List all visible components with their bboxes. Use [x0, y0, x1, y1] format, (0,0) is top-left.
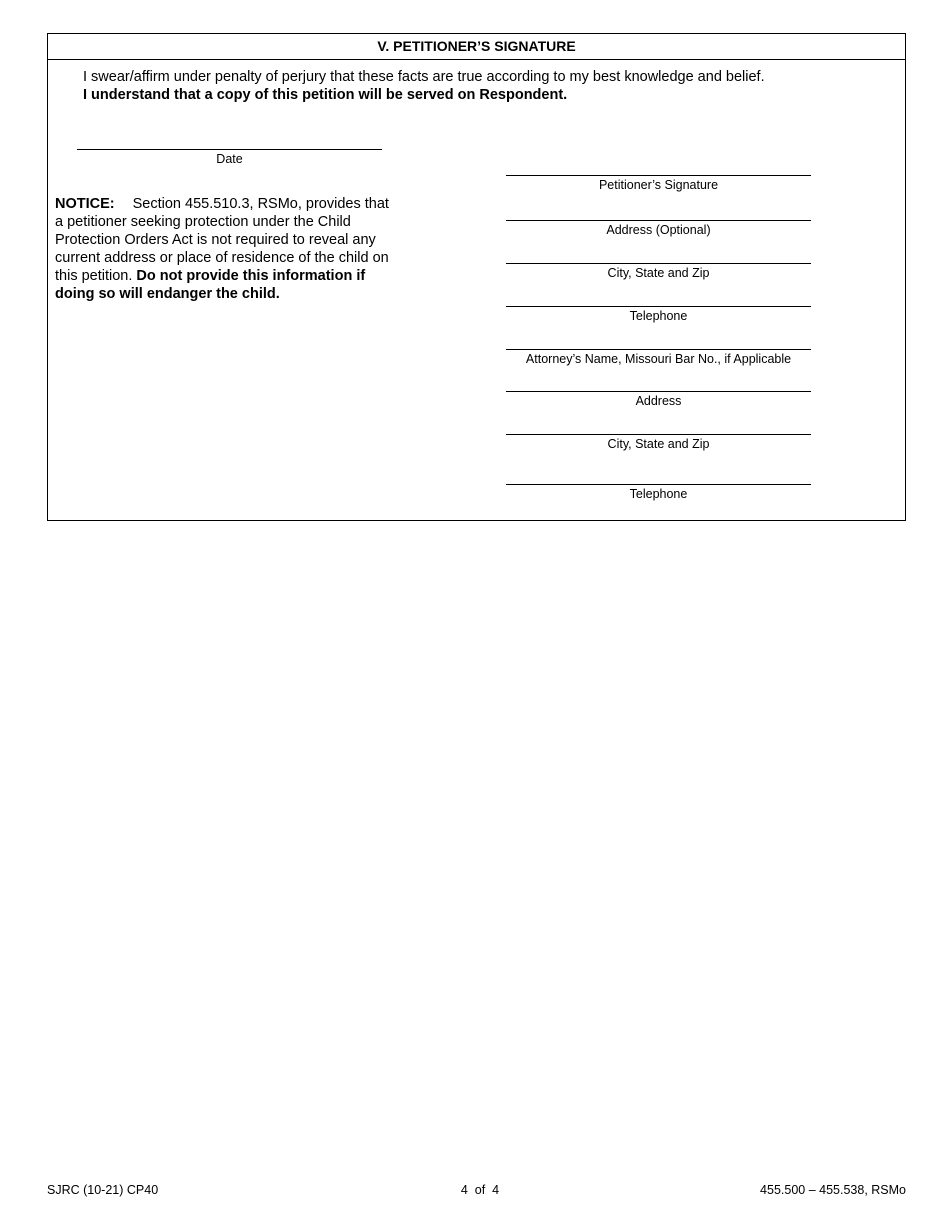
signature-label: Telephone — [629, 487, 688, 501]
telephone-field[interactable] — [506, 306, 811, 324]
petitioner-signature-field[interactable] — [506, 175, 811, 193]
notice-keyword: NOTICE: — [55, 196, 115, 212]
petitioner-signature-section — [47, 33, 906, 521]
attorney-city-state-zip-field[interactable] — [506, 434, 811, 452]
date-field[interactable] — [77, 149, 382, 167]
address-optional-field[interactable] — [506, 220, 811, 238]
signature-label: City, State and Zip — [607, 437, 710, 451]
signature-line — [506, 484, 811, 485]
footer-form-id: SJRC (10-21) CP40 — [47, 1183, 159, 1197]
attorney-address-field[interactable] — [506, 391, 811, 409]
notice-warning: Do not provide this information if doing so will endanger the child. — [55, 268, 366, 302]
signature-line — [506, 391, 811, 392]
signature-label: City, State and Zip — [607, 266, 710, 280]
signature-label: Address — [635, 394, 682, 408]
signature-line — [506, 349, 811, 350]
signature-line — [506, 434, 811, 435]
attorney-telephone-field[interactable] — [506, 484, 811, 502]
oath-bold-line: I understand that a copy of this petition will be served on Respondent. — [83, 87, 568, 103]
notice-text — [55, 195, 395, 303]
signature-line — [506, 220, 811, 221]
signature-line — [506, 175, 811, 176]
signature-line — [506, 306, 811, 307]
section-title: V. PETITIONER’S SIGNATURE — [48, 34, 905, 60]
date-label: Date — [216, 152, 243, 166]
footer-statute: 455.500 – 455.538, RSMo — [760, 1183, 906, 1197]
signature-label: Attorney’s Name, Missouri Bar No., if Applicable — [525, 352, 792, 366]
footer-page-number: 4 of 4 — [460, 1183, 500, 1197]
signature-label: Telephone — [629, 309, 688, 323]
signature-label: Petitioner’s Signature — [598, 178, 719, 192]
signature-line — [506, 263, 811, 264]
signature-label: Address (Optional) — [606, 223, 711, 237]
city-state-zip-field[interactable] — [506, 263, 811, 281]
oath-line: I swear/affirm under penalty of perjury that these facts are true according to my best knowledge and belief. — [83, 69, 765, 85]
date-line — [77, 149, 382, 150]
notice-body: Section 455.510.3, RSMo, provides that a petitioner seeking protection under the Child Protection Orders Act is not required to reveal any current address or place of residence of the child on this petition. — [55, 196, 389, 284]
oath-statement — [83, 68, 765, 104]
attorney-name-field[interactable] — [506, 349, 811, 367]
